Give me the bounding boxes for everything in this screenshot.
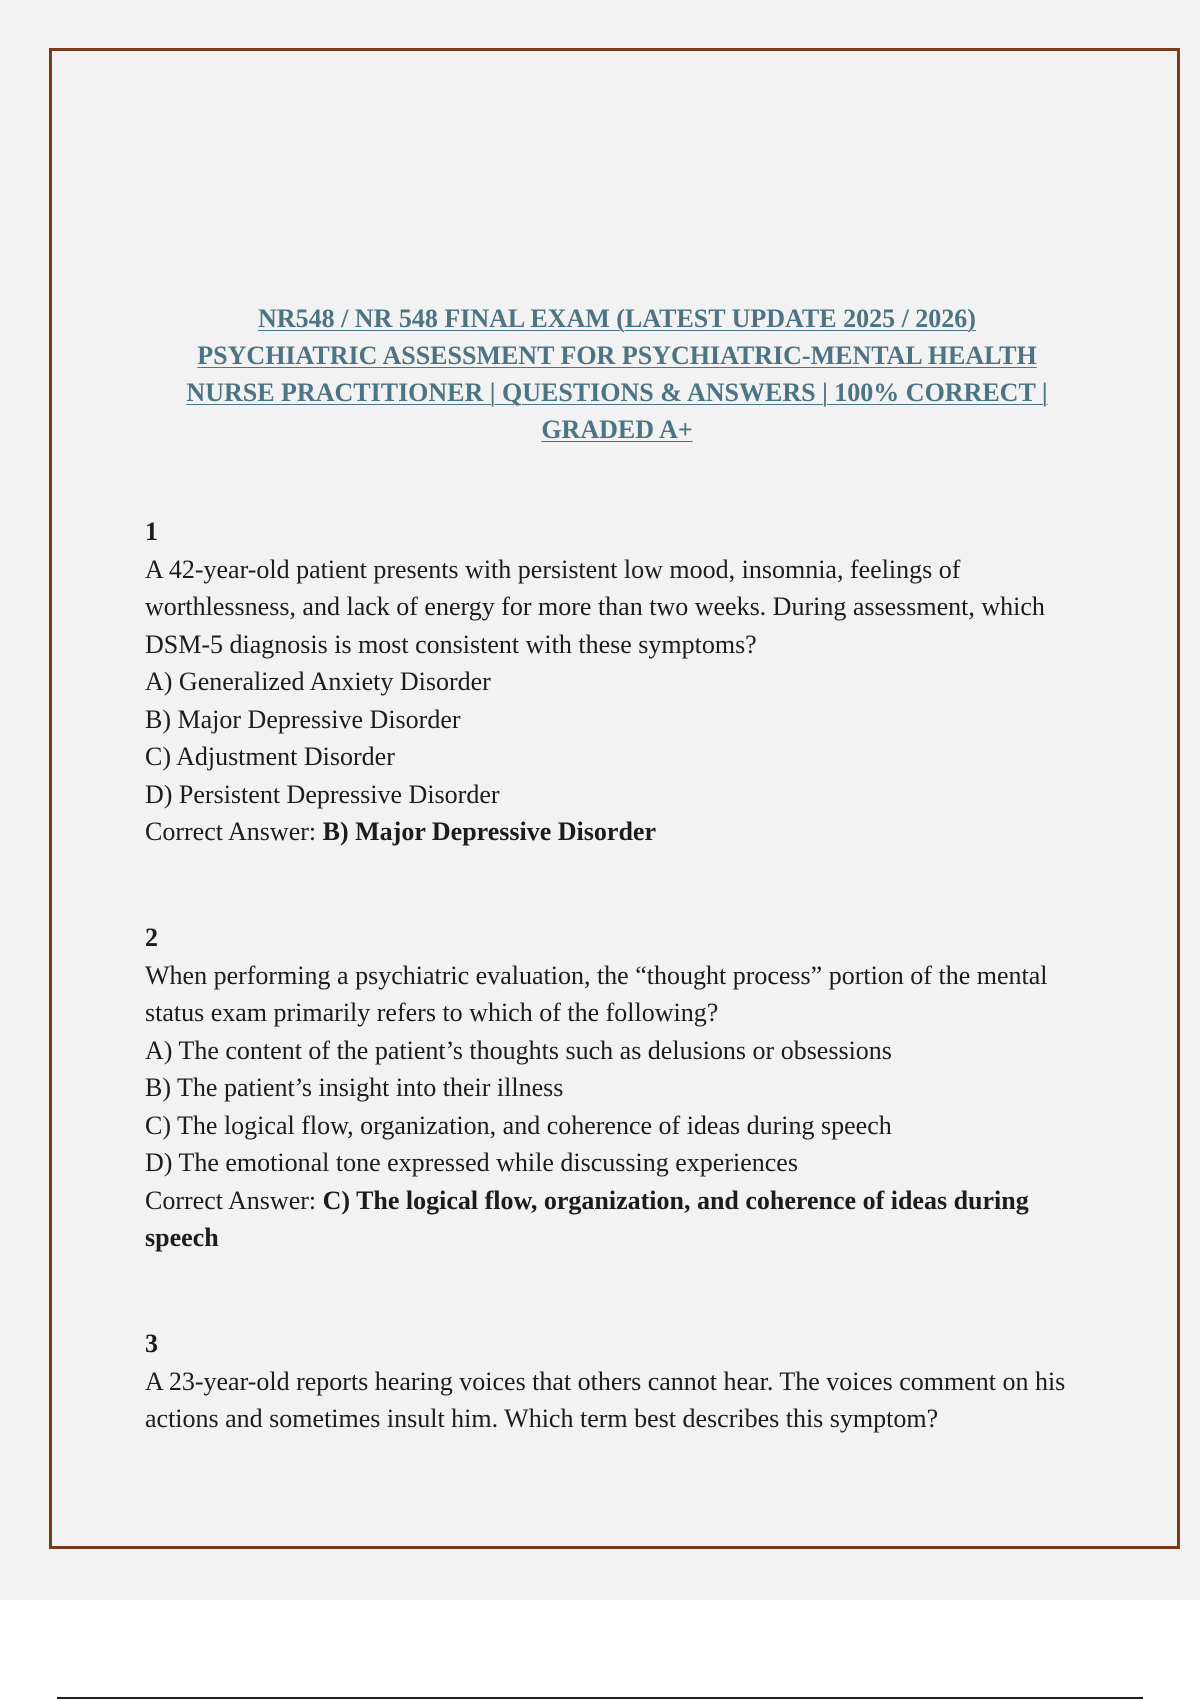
answer-option: D) Persistent Depressive Disorder: [145, 779, 500, 809]
title-line: NR548 / NR 548 FINAL EXAM (LATEST UPDATE 2025 / 2026): [258, 304, 976, 333]
title-line: NURSE PRACTITIONER | QUESTIONS & ANSWERS | 100% CORRECT |: [186, 378, 1048, 407]
question-stem: A 23-year-old reports hearing voices that others cannot hear. The voices comment on his actions and sometimes insult him. Which term best describes this symptom?: [145, 1366, 1066, 1433]
question-number: 2: [145, 923, 158, 952]
question-block-1: [145, 513, 1095, 851]
correct-answer: [145, 1182, 1095, 1257]
correct-answer: [145, 813, 1095, 851]
question-number: 1: [145, 517, 158, 546]
document-title: [130, 300, 1104, 448]
answer-option: B) Major Depressive Disorder: [145, 704, 461, 734]
answer-option: C) Adjustment Disorder: [145, 742, 395, 771]
correct-answer-label: Correct Answer:: [145, 1185, 323, 1215]
title-line: PSYCHIATRIC ASSESSMENT FOR PSYCHIATRIC-MENTAL HEALTH: [197, 341, 1037, 370]
correct-answer-text: C) The logical flow, organization, and coherence of ideas during speech: [145, 1185, 1029, 1252]
answer-option: B) The patient’s insight into their illness: [145, 1073, 564, 1102]
correct-answer-text: B) Major Depressive Disorder: [322, 817, 656, 846]
correct-answer-label: Correct Answer:: [145, 817, 323, 846]
answer-option: A) Generalized Anxiety Disorder: [145, 667, 491, 696]
question-number: 3: [145, 1329, 158, 1358]
footer-divider: [57, 1697, 1143, 1699]
answer-option: A) The content of the patient’s thoughts such as delusions or obsessions: [145, 1035, 892, 1065]
question-stem: A 42-year-old patient presents with persistent low mood, insomnia, feelings of worthlessness, and lack of energy for more than two weeks. During assessment, which DSM-5 diagnosis is most consistent with these symptoms?: [145, 554, 1045, 659]
question-block-3: [145, 1325, 1095, 1438]
answer-option: C) The logical flow, organization, and coherence of ideas during speech: [145, 1110, 892, 1140]
title-line: GRADED A+: [541, 415, 693, 444]
answer-option: D) The emotional tone expressed while discussing experiences: [145, 1148, 798, 1177]
question-stem: When performing a psychiatric evaluation, the “thought process” portion of the mental status exam primarily refers to which of the following?: [145, 960, 1048, 1027]
question-block-2: [145, 919, 1095, 1257]
